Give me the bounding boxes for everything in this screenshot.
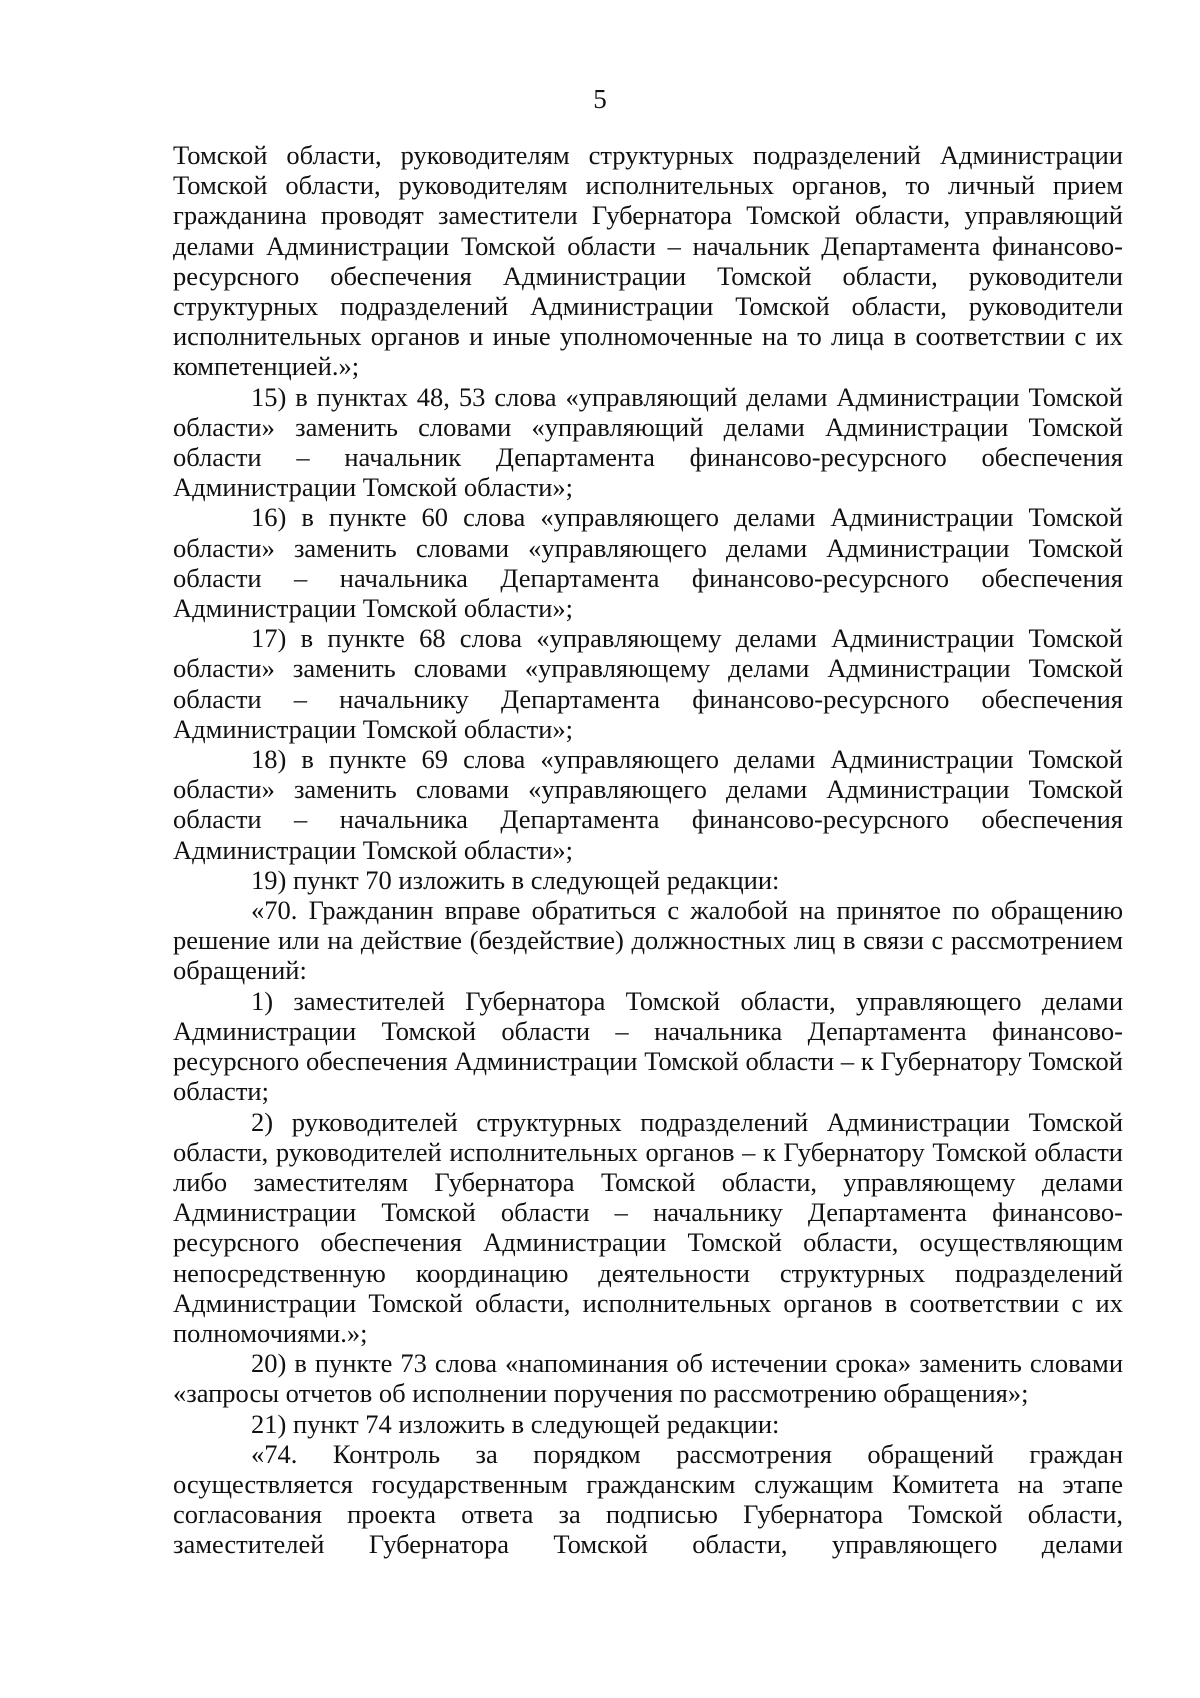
paragraph-clause-70: «70. Гражданин вправе обратиться с жалобой на принятое по обращению решение или на действие (бездействие) должностных лиц в связи с рассмотрением обращений: [173,895,1123,986]
paragraph-clause-74: «74. Контроль за порядком рассмотрения обращений граждан осуществляется государственным гражданским служащим Комитета на этапе согласования проекта ответа за подписью Губернатора Томской области, заместителей Губернатора Томской области, управляющего делами [173,1438,1123,1560]
paragraph-item-18: 18) в пункте 69 слова «управляющего делами Администрации Томской области» заменить словами «управляющего делами Администрации Томской области – начальника Департамента финансово-ресурсного обеспечения Администрации Томской области»; [173,744,1123,865]
paragraph-item-21: 21) пункт 74 изложить в следующей редакции: [251,1408,780,1439]
paragraph-item-19: 19) пункт 70 изложить в следующей редакции: [251,864,780,895]
document-body [173,140,1123,1560]
page-number: 5 [593,84,607,114]
paragraph-item-15: 15) в пунктах 48, 53 слова «управляющий делами Администрации Томской области» заменить словами «управляющий делами Администрации Томской области – начальник Департамента финансово-ресурсного обеспечения Администрации Томской области»; [173,381,1123,503]
paragraph-item-16: 16) в пункте 60 слова «управляющего делами Администрации Томской области» заменить словами «управляющего делами Администрации Томской области – начальника Департамента финансово-ресурсного обеспечения Администрации Томской области»; [173,502,1123,624]
paragraph-continuation: Томской области, руководителям структурных подразделений Администрации Томской области, руководителям исполнительных органов, то личный прием гражданина проводят заместители Губернатора Томской области, управляющий делами Администрации Томской области – начальник Департамента финансово-ресурсного обеспечения Администрации Томской области, руководители структурных подразделений Администрации Томской области, руководители исполнительных органов и иные уполномоченные на то лица в соответствии с их компетенцией.»; [173,140,1123,382]
paragraph-subitem-1: 1) заместителей Губернатора Томской области, управляющего делами Администрации Томской области – начальника Департамента финансово-ресурсного обеспечения Администрации Томской области – к Губернатору Томской области; [173,985,1123,1107]
paragraph-item-20: 20) в пункте 73 слова «напоминания об истечении срока» заменить словами «запросы отчетов об исполнении поручения по рассмотрению обращения»; [173,1348,1123,1409]
paragraph-subitem-2: 2) руководителей структурных подразделений Администрации Томской области, руководителей исполнительных органов – к Губернатору Томской области либо заместителям Губернатора Томской области, управляющему делами Администрации Томской области – начальнику Департамента финансово-ресурсного обеспечения Администрации Томской области, осуществляющим непосредственную координацию деятельности структурных подразделений Администрации Томской области, исполнительных органов в соответствии с их полномочиями.»; [173,1106,1123,1348]
paragraph-item-17: 17) в пункте 68 слова «управляющему делами Администрации Томской области» заменить словами «управляющему делами Администрации Томской области – начальнику Департамента финансово-ресурсного обеспечения Администрации Томской области»; [173,623,1123,744]
